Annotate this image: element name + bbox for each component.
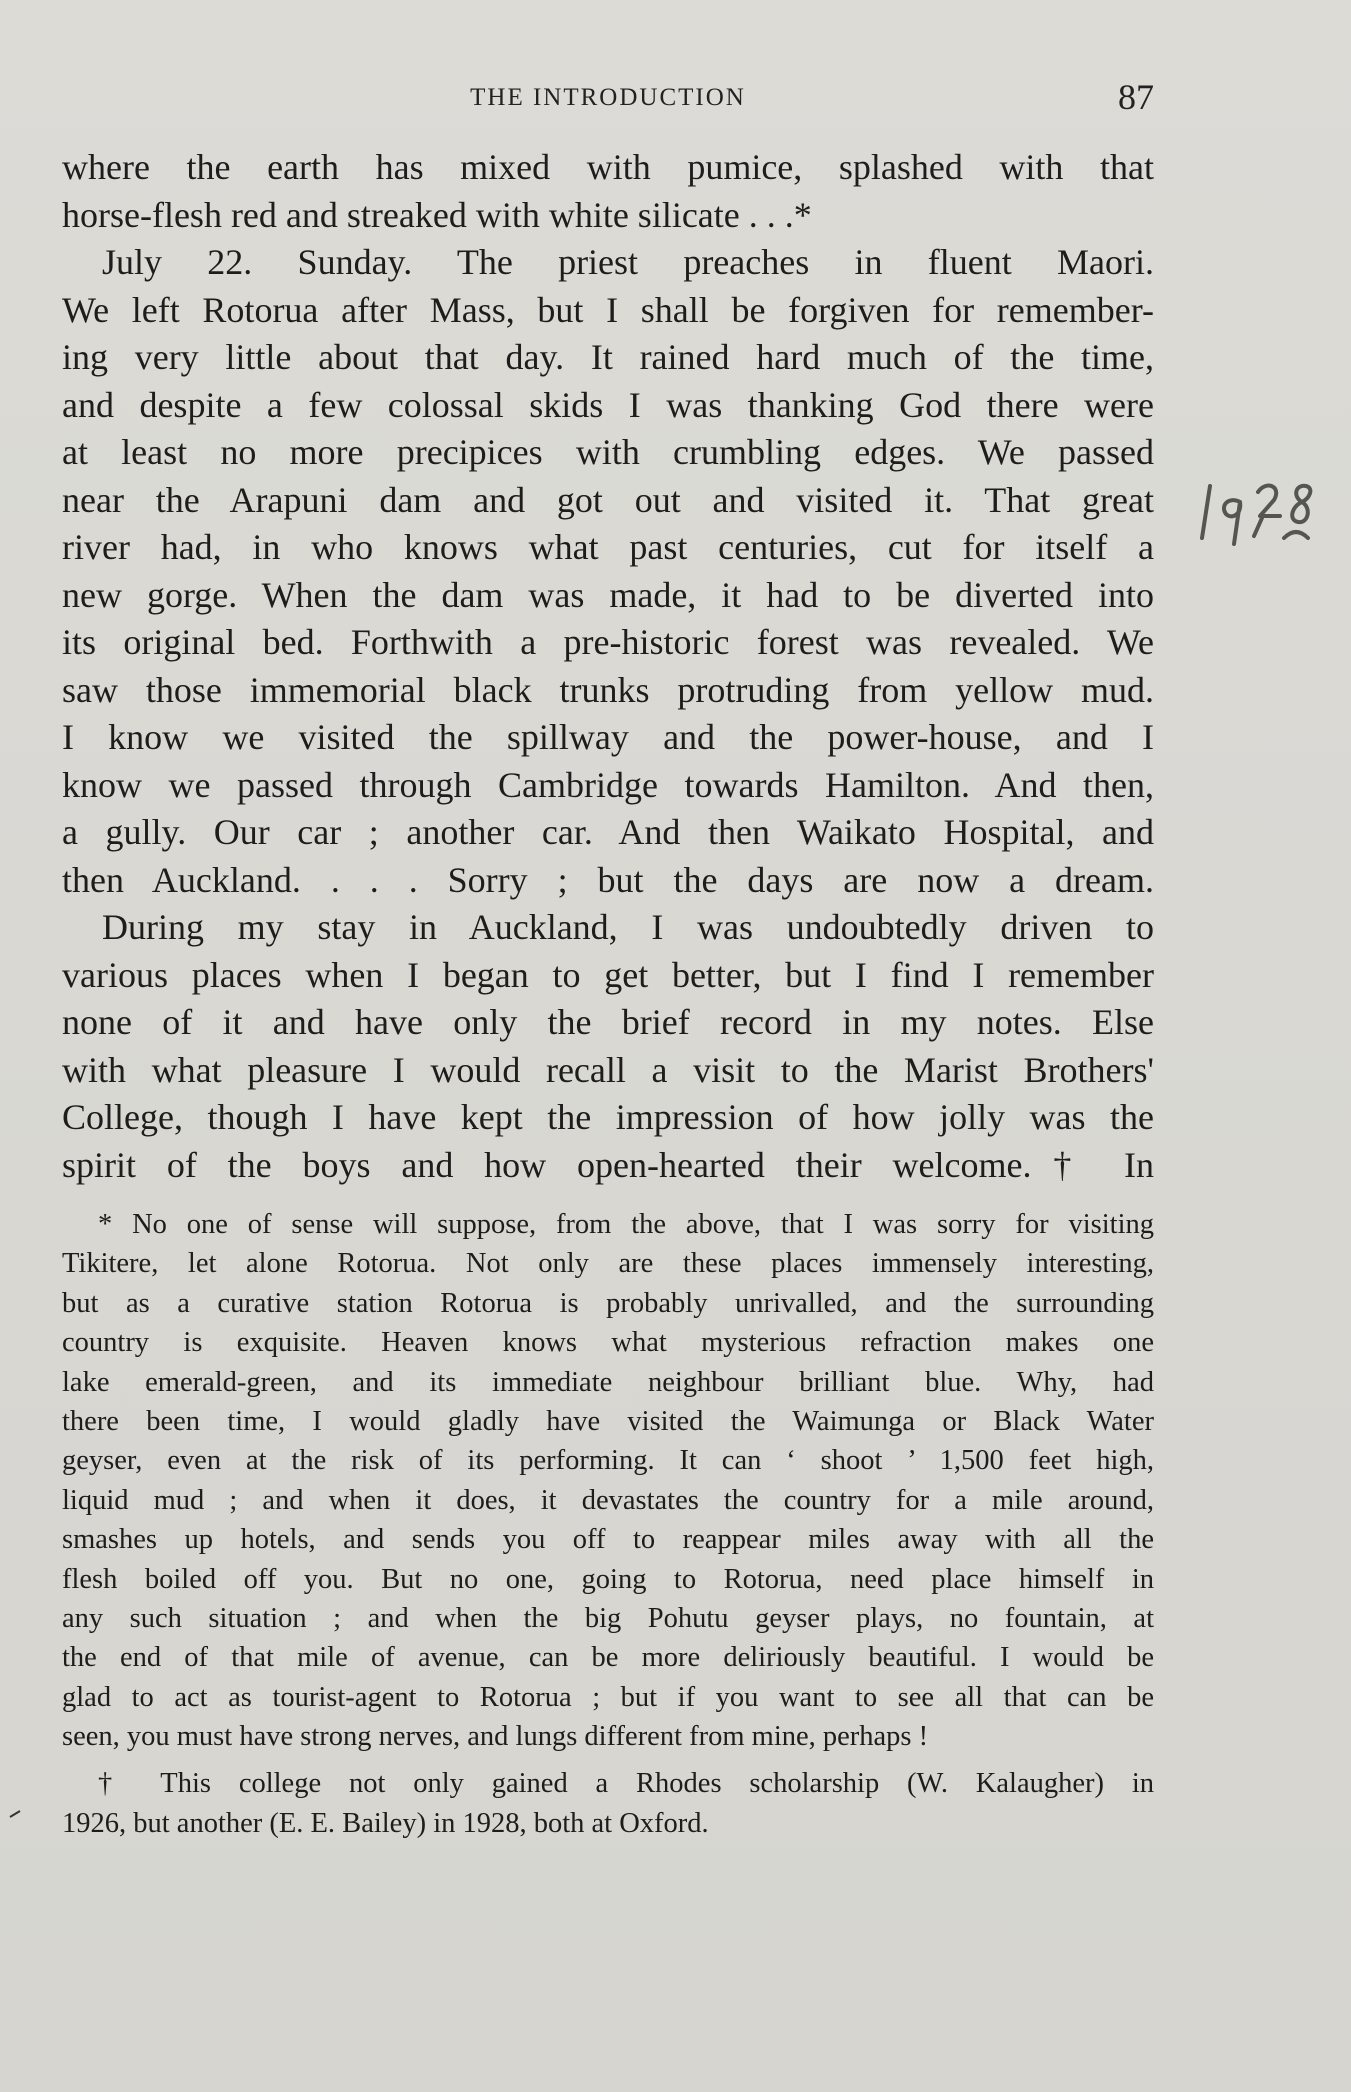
footnote-line: seen, you must have strong nerves, and lungs different from mine, perhaps ! <box>62 1721 929 1753</box>
body-line: new gorge. When the dam was made, it had to be diverted into <box>62 574 1154 615</box>
footnote-line: glad to act as tourist-agent to Rotorua ; but if you want to see all that can be <box>62 1681 1154 1713</box>
footnote-line: smashes up hotels, and sends you off to reappear miles away with all the <box>62 1524 1154 1556</box>
body-line: its original bed. Forthwith a pre-historic forest was revealed. We <box>62 622 1154 662</box>
body-line: During my stay in Auckland, I was undoubtedly driven to <box>102 907 1154 947</box>
footnote-line: but as a curative station Rotorua is probably unrivalled, and the surrounding <box>62 1287 1154 1319</box>
footnote-line: the end of that mile of avenue, can be more deliriously beautiful. I would be <box>62 1642 1154 1674</box>
body-text <box>62 144 1154 1189</box>
body-line: various places when I began to get better, but I find I remember <box>62 954 1154 995</box>
body-line: College, though I have kept the impression of how jolly was the <box>62 1097 1154 1137</box>
body-line: I know we visited the spillway and the power-house, and I <box>62 717 1154 757</box>
body-line: We left Rotorua after Mass, but I shall be forgiven for remember- <box>62 289 1154 330</box>
handwritten-annotation <box>1196 476 1336 572</box>
footnote-line: country is exquisite. Heaven knows what mysterious refraction makes one <box>62 1327 1154 1359</box>
body-line: river had, in who knows what past centuries, cut for itself a <box>62 527 1154 567</box>
body-line: with what pleasure I would recall a visit to the Marist Brothers' <box>62 1049 1154 1090</box>
footnote-line: † This college not only gained a Rhodes scholarship (W. Kalaugher) in <box>98 1768 1154 1800</box>
body-line: a gully. Our car ; another car. And then Waikato Hospital, and <box>62 812 1154 852</box>
body-line: spirit of the boys and how open-hearted their welcome.† In <box>62 1144 1154 1185</box>
running-title: THE INTRODUCTION <box>470 84 746 111</box>
running-head <box>62 77 1154 122</box>
footnotes <box>62 1205 1154 1843</box>
body-line: horse-flesh red and streaked with white silicate . . .* <box>62 194 812 235</box>
footnote-line: liquid mud ; and when it does, it devastates the country for a mile around, <box>62 1484 1154 1516</box>
body-line: July 22. Sunday. The priest preaches in fluent Maori. <box>102 242 1154 282</box>
footnote-line: any such situation ; and when the big Pohutu geyser plays, no fountain, at <box>62 1602 1154 1634</box>
body-line: saw those immemorial black trunks protruding from yellow mud. <box>62 669 1154 710</box>
body-line: and despite a few colossal skids I was thanking God there were <box>62 384 1154 425</box>
footnote-line: there been time, I would gladly have visited the Waimunga or Black Water <box>62 1405 1154 1437</box>
footnote-line: * No one of sense will suppose, from the above, that I was sorry for visiting <box>98 1209 1154 1240</box>
body-line: at least no more precipices with crumbling edges. We passed <box>62 432 1154 472</box>
body-line: ing very little about that day. It rained hard much of the time, <box>62 337 1154 377</box>
margin-tick-mark <box>8 1806 22 1816</box>
body-line: near the Arapuni dam and got out and visited it. That great <box>62 479 1154 520</box>
footnote-line: 1926, but another (E. E. Bailey) in 1928, both at Oxford. <box>62 1807 709 1839</box>
body-line: none of it and have only the brief record in my notes. Else <box>62 1002 1154 1042</box>
footnote-line: lake emerald-green, and its immediate neighbour brilliant blue. Why, had <box>62 1366 1154 1398</box>
footnote-line: flesh boiled off you. But no one, going to Rotorua, need place himself in <box>62 1563 1154 1595</box>
footnote-line: geyser, even at the risk of its performing. It can ‘ shoot ’ 1,500 feet high, <box>62 1445 1154 1477</box>
body-line: where the earth has mixed with pumice, splashed with that <box>62 147 1154 187</box>
body-line: then Auckland. . . . Sorry ; but the days are now a dream. <box>62 859 1154 900</box>
page-number: 87 <box>1118 77 1154 117</box>
footnote-line: Tikitere, let alone Rotorua. Not only are these places immensely interesting, <box>62 1248 1154 1280</box>
body-line: know we passed through Cambridge towards Hamilton. And then, <box>62 764 1154 805</box>
handwritten-1928-mark <box>1196 476 1336 572</box>
